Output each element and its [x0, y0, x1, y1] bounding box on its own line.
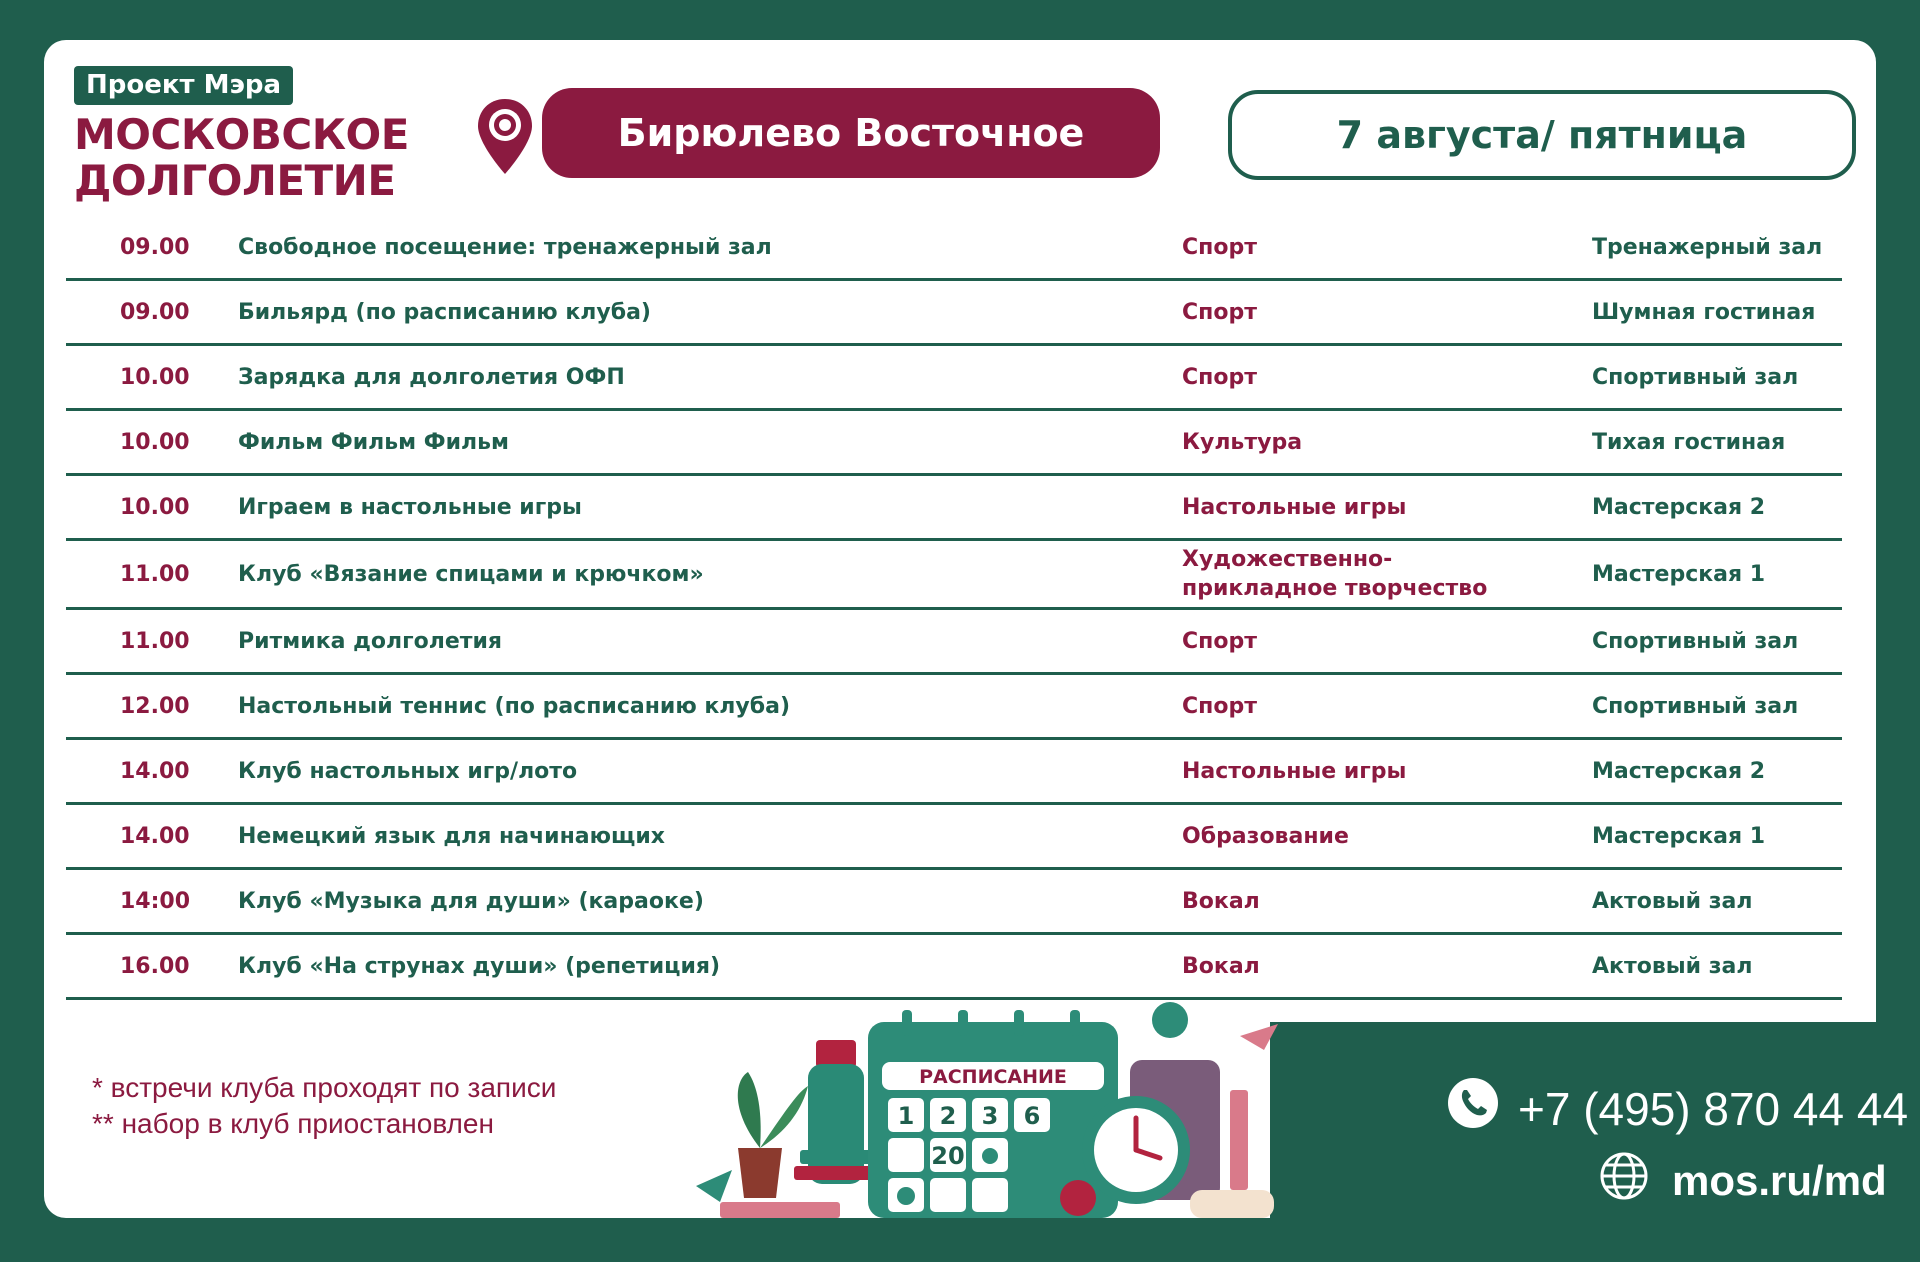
event-name: Настольный теннис (по расписанию клуба) [238, 693, 791, 719]
project-badge: Проект Мэра [74, 66, 293, 105]
event-category: Культура [1182, 429, 1303, 455]
phone-icon [1446, 1076, 1500, 1141]
table-row [66, 610, 1842, 675]
event-time: 14.00 [120, 823, 190, 849]
event-place: Мастерская 1 [1592, 823, 1766, 849]
table-row [66, 281, 1842, 346]
table-row [66, 411, 1842, 476]
event-place: Мастерская 2 [1592, 758, 1766, 784]
website-contact[interactable] [1598, 1150, 1887, 1212]
event-category: Спорт [1182, 628, 1257, 654]
calendar-number: 1 [897, 1102, 915, 1130]
event-time: 14.00 [120, 758, 190, 784]
table-row [66, 675, 1842, 740]
calendar-number: 20 [931, 1142, 965, 1170]
brand-logo [74, 112, 409, 204]
brand-line-1: МОСКОВСКОЕ [74, 110, 409, 159]
event-time: 11.00 [120, 561, 190, 587]
event-place: Мастерская 1 [1592, 561, 1766, 587]
event-place: Актовый зал [1592, 953, 1753, 979]
event-category: Вокал [1182, 888, 1260, 914]
event-name: Свободное посещение: тренажерный зал [238, 234, 772, 260]
table-row [66, 740, 1842, 805]
event-place: Шумная гостиная [1592, 299, 1816, 325]
event-name: Клуб «Вязание спицами и крючком» [238, 561, 704, 587]
event-name: Фильм Фильм Фильм [238, 429, 510, 455]
website-link[interactable]: mos.ru/md [1672, 1157, 1887, 1204]
event-time: 16.00 [120, 953, 190, 979]
table-row [66, 870, 1842, 935]
event-category: Спорт [1182, 364, 1257, 390]
event-category: Настольные игры [1182, 758, 1407, 784]
event-name: Клуб «На струнах души» (репетиция) [238, 953, 721, 979]
table-row [66, 541, 1842, 610]
event-category: Спорт [1182, 234, 1257, 260]
event-category: Художественно-прикладное творчество [1182, 547, 1488, 601]
event-name: Ритмика долголетия [238, 628, 503, 654]
footnote-1: * встречи клуба проходят по записи [92, 1072, 557, 1103]
event-place: Мастерская 2 [1592, 494, 1766, 520]
table-row [66, 476, 1842, 541]
calendar-number: 6 [1023, 1102, 1041, 1130]
event-place: Спортивный зал [1592, 364, 1799, 390]
event-place: Тихая гостиная [1592, 429, 1786, 455]
event-time: 10.00 [120, 364, 190, 390]
footnotes [92, 1070, 556, 1142]
location-pin-icon [474, 96, 536, 178]
event-place: Спортивный зал [1592, 693, 1799, 719]
schedule-date: 7 августа/ пятница [1228, 90, 1856, 180]
event-name: Играем в настольные игры [238, 494, 582, 520]
event-time: 11.00 [120, 628, 190, 654]
footnote-2: ** набор в клуб приостановлен [92, 1108, 494, 1139]
event-time: 10.00 [120, 429, 190, 455]
event-place: Тренажерный зал [1592, 234, 1823, 260]
table-row [66, 216, 1842, 281]
event-name: Клуб настольных игр/лото [238, 758, 578, 784]
event-time: 09.00 [120, 299, 190, 325]
event-place: Актовый зал [1592, 888, 1753, 914]
event-name: Немецкий язык для начинающих [238, 823, 665, 849]
event-name: Клуб «Музыка для души» (караоке) [238, 888, 704, 914]
schedule-table [66, 216, 1842, 1000]
globe-icon [1598, 1150, 1650, 1212]
event-category: Спорт [1182, 299, 1257, 325]
contact-band [1270, 1022, 1920, 1262]
event-category: Образование [1182, 823, 1349, 849]
event-time: 10.00 [120, 494, 190, 520]
event-place: Спортивный зал [1592, 628, 1799, 654]
phone-contact[interactable] [1446, 1076, 1908, 1141]
table-row [66, 805, 1842, 870]
calendar-number: 2 [939, 1102, 957, 1130]
event-category: Спорт [1182, 693, 1257, 719]
event-name: Зарядка для долголетия ОФП [238, 364, 625, 390]
calendar-number: 3 [981, 1102, 999, 1130]
phone-number[interactable]: +7 (495) 870 44 44 [1518, 1082, 1909, 1135]
calendar-title: РАСПИСАНИЕ [919, 1066, 1067, 1088]
district-name: Бирюлево Восточное [542, 88, 1160, 178]
event-category: Настольные игры [1182, 494, 1407, 520]
brand-line-2: ДОЛГОЛЕТИЕ [74, 156, 396, 205]
event-time: 09.00 [120, 234, 190, 260]
table-row [66, 346, 1842, 411]
calendar-illustration [690, 980, 1310, 1230]
event-time: 12.00 [120, 693, 190, 719]
event-category: Вокал [1182, 953, 1260, 979]
event-time: 14:00 [120, 888, 191, 914]
event-name: Бильярд (по расписанию клуба) [238, 299, 651, 325]
